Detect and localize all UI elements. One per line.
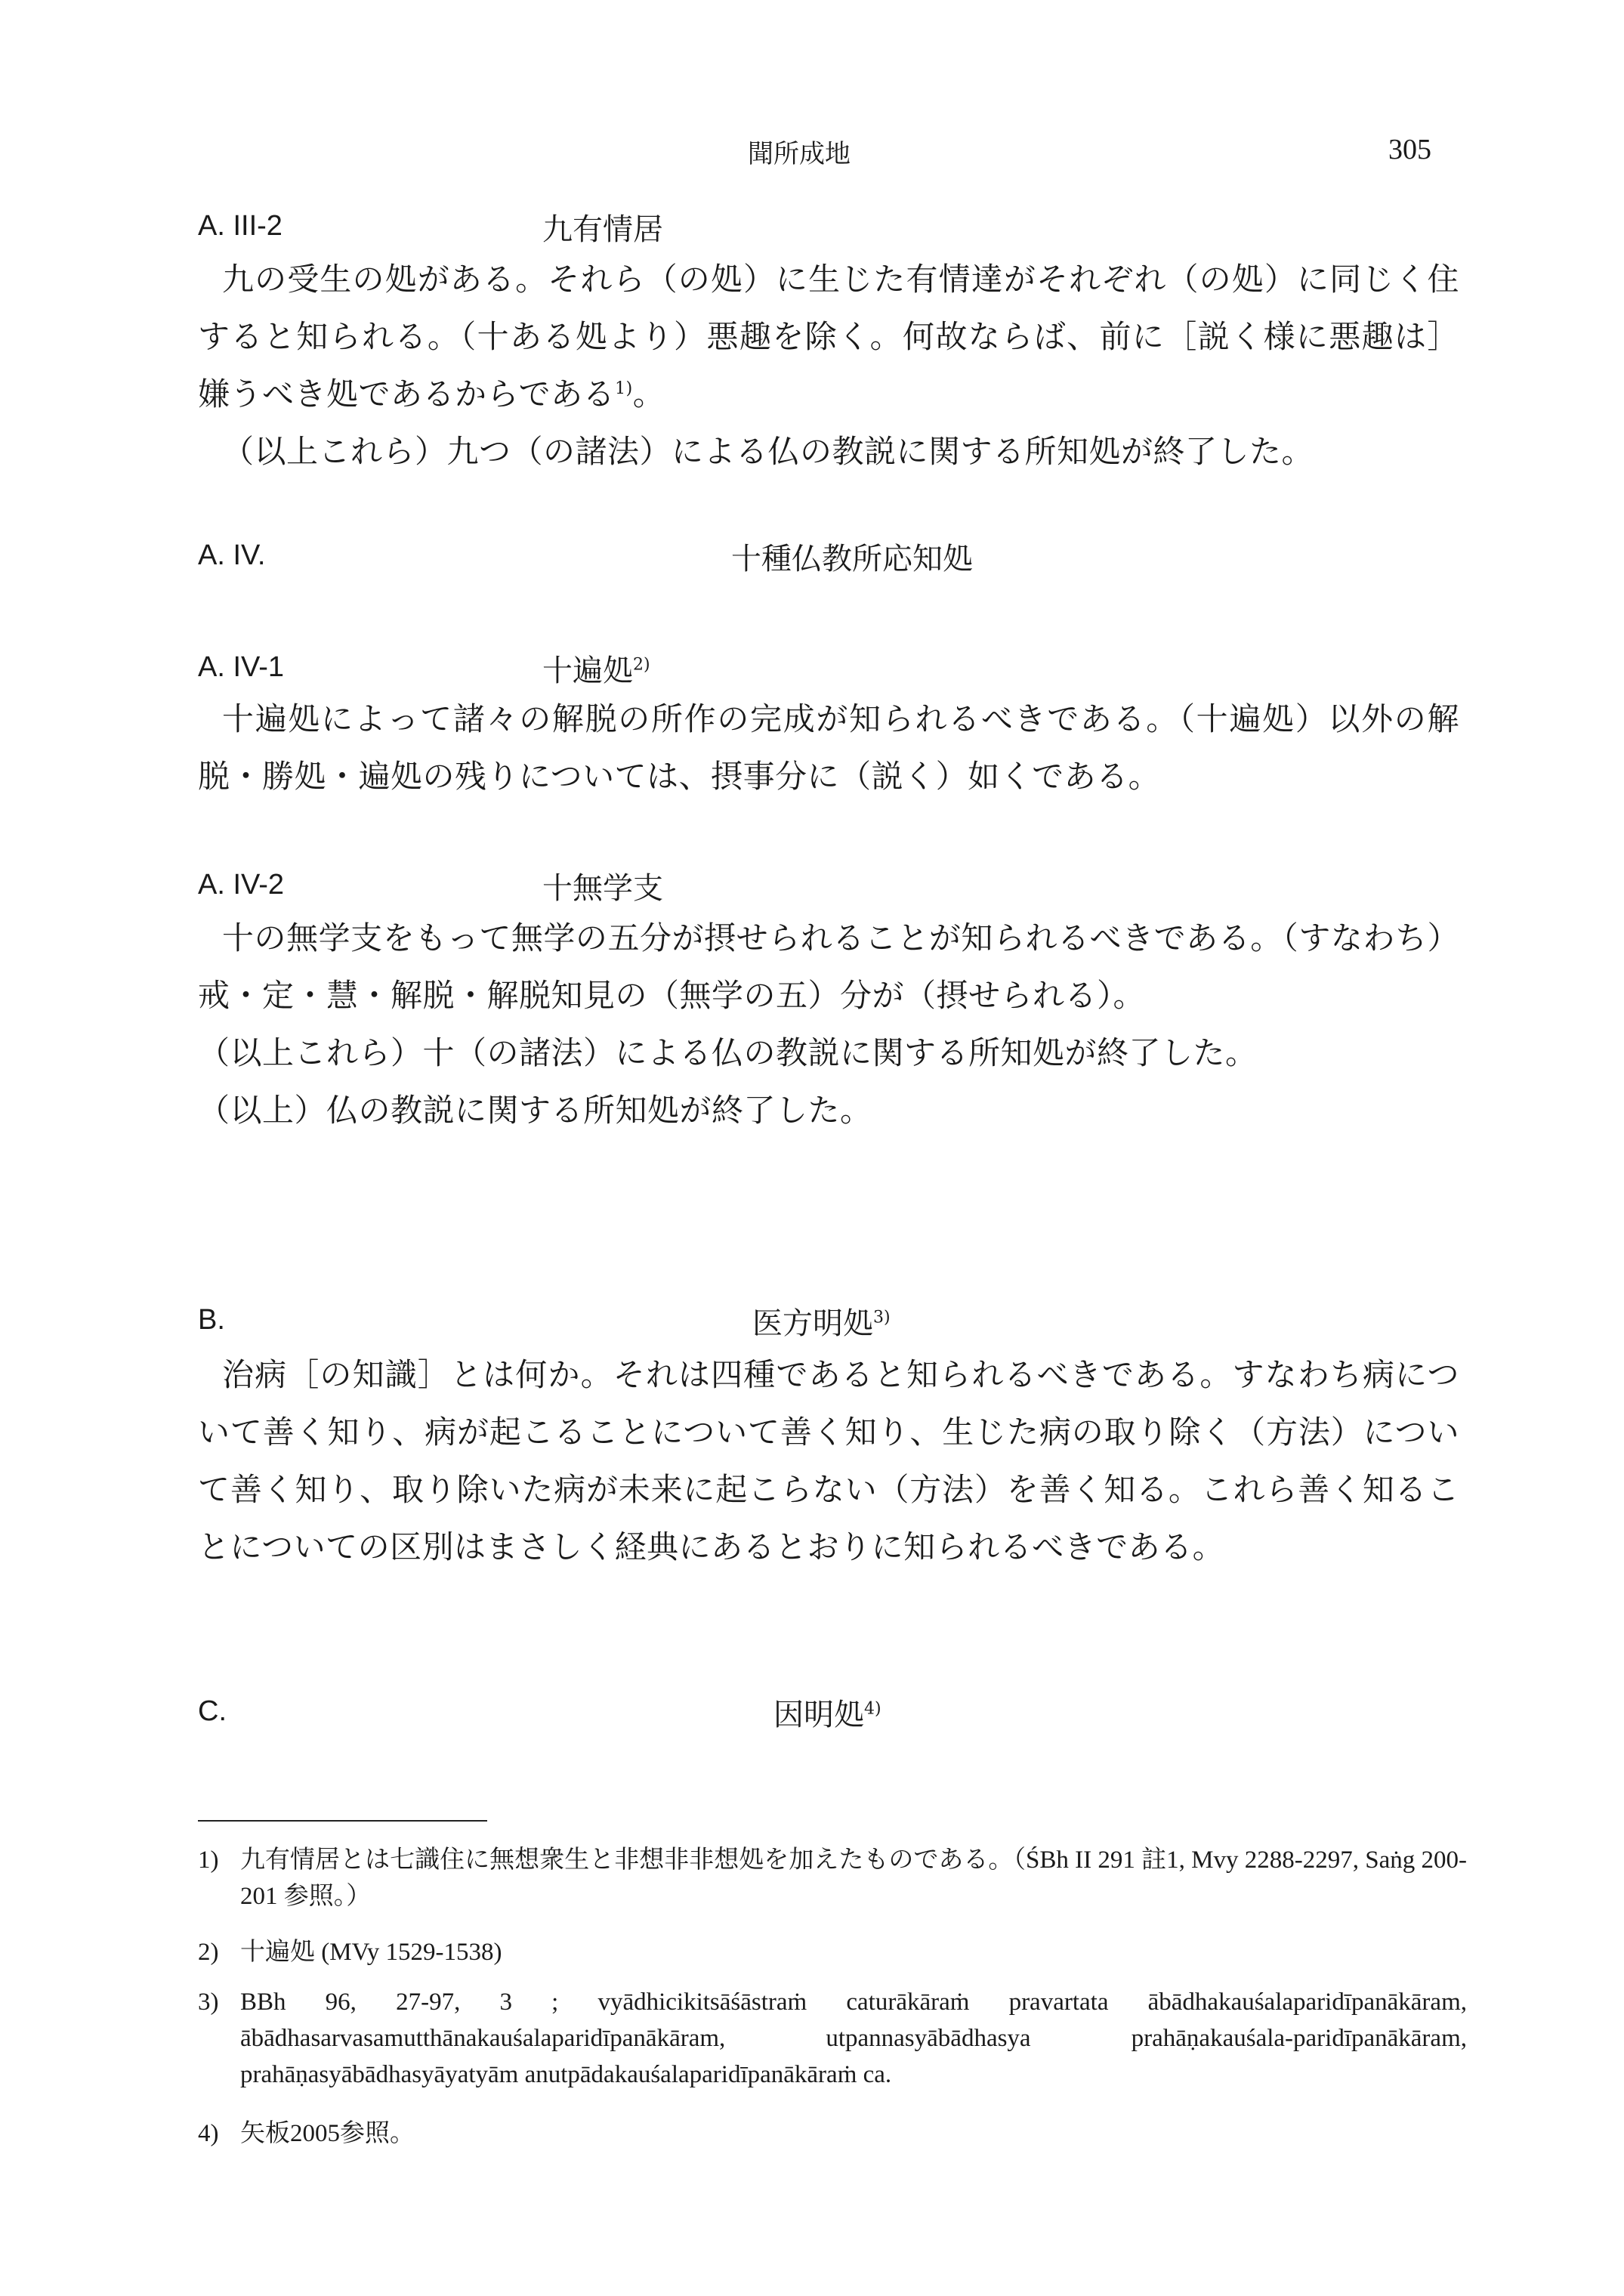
footnote-rule <box>198 1820 487 1822</box>
footnote-text: 矢板2005参照。 <box>240 2120 415 2147</box>
footnote-number: 1) <box>198 1846 219 1874</box>
footnote-3 <box>198 1984 1467 2093</box>
paragraph-a4-2-2: （以上これら）十（の諸法）による仏の教説に関する所知処が終了した。 <box>198 1034 1258 1071</box>
paragraph-a3-2-1: 九の受生の処がある。それら（の処）に生じた有情達がそれぞれ（の処）に同じく住すると知られる。（十ある処より）悪趣を除く。何故ならば、前に［説く様に悪趣は］嫌うべき処であるからである$^{1)}$。 <box>198 261 1459 413</box>
section-title-b: 医方明処$^{3)}$ <box>752 1306 891 1341</box>
footnote-text: 十遍処 (MVy 1529-1538) <box>240 1939 502 1966</box>
section-code-a3-2: A. III-2 <box>198 210 283 242</box>
running-header-title: 聞所成地 <box>748 139 851 169</box>
paragraph-b-1: 治病［の知識］とは何か。それは四種であると知られるべきである。すなわち病について善く知り、病が起こることについて善く知り、生じた病の取り除く（方法）について善く知り、取り除いた病が未来に起こらない（方法）を善く知る。これら善く知ることについての区別はまさしく経典にあるとおりに知られるべきである。 <box>198 1356 1459 1565</box>
footnote-ref-4: 4) <box>864 1699 881 1719</box>
section-code-a4-1: A. IV-1 <box>198 651 285 683</box>
footnote-ref-1: 1) <box>615 379 633 398</box>
section-code-c: C. <box>198 1695 227 1727</box>
section-title-a4: 十種仏教所応知処 <box>731 542 973 576</box>
page-number: 305 <box>1388 134 1431 165</box>
section-title-a4-2: 十無学支 <box>542 871 663 906</box>
section-title-c: 因明処$^{4)}$ <box>773 1698 881 1732</box>
section-title-a4-1: 十遍処$^{2)}$ <box>542 654 650 688</box>
footnote-text: 九有情居とは七識住に無想衆生と非想非非想処を加えたものである。（ŚBh II 291 註1, Mvy 2288-2297, Saṅg 200-201 参照。） <box>240 1846 1467 1910</box>
footnote-1 <box>198 1842 1467 1914</box>
footnote-number: 2) <box>198 1939 219 1966</box>
section-code-a4-2: A. IV-2 <box>198 869 285 901</box>
paragraph-a4-2-1: 十の無学支をもって無学の五分が摂せられることが知られるべきである。（すなわち）戒・定・慧・解脱・解脱知見の（無学の五）分が（摂せられる）。 <box>198 919 1459 1014</box>
footnote-number: 3) <box>198 1989 219 2016</box>
footnote-number: 4) <box>198 2120 219 2147</box>
footnote-2 <box>198 1934 1467 1970</box>
paragraph-a4-2-3: （以上）仏の教説に関する所知処が終了した。 <box>198 1092 872 1129</box>
section-code-a4: A. IV. <box>198 539 266 571</box>
footnote-4 <box>198 2115 1467 2152</box>
footnote-ref-3: 3) <box>873 1308 891 1327</box>
footnote-text: BBh 96, 27-97, 3 ; vyādhicikitsāśāstraṁ caturākāraṁ pravartata ābādhakauśalaparidīpanākāram, ābādhasarvasamutthānakauśalaparidīpanākāram, utpannasyābādhasya prahāṇakauśala-paridīpanākāram, prahāṇasyābādhasyāyatyām anutpādakauśalaparidīpanākāraṁ ca. <box>240 1989 1467 2088</box>
section-code-b: B. <box>198 1304 225 1336</box>
paragraph-a4-1-1: 十遍処によって諸々の解脱の所作の完成が知られるべきである。（十遍処）以外の解脱・勝処・遍処の残りについては、摂事分に（説く）如くである。 <box>198 700 1459 795</box>
paragraph-a3-2-2: （以上これら）九つ（の諸法）による仏の教説に関する所知処が終了した。 <box>222 433 1314 470</box>
footnote-ref-2: 2) <box>633 655 650 675</box>
section-title-a3-2: 九有情居 <box>542 212 663 247</box>
